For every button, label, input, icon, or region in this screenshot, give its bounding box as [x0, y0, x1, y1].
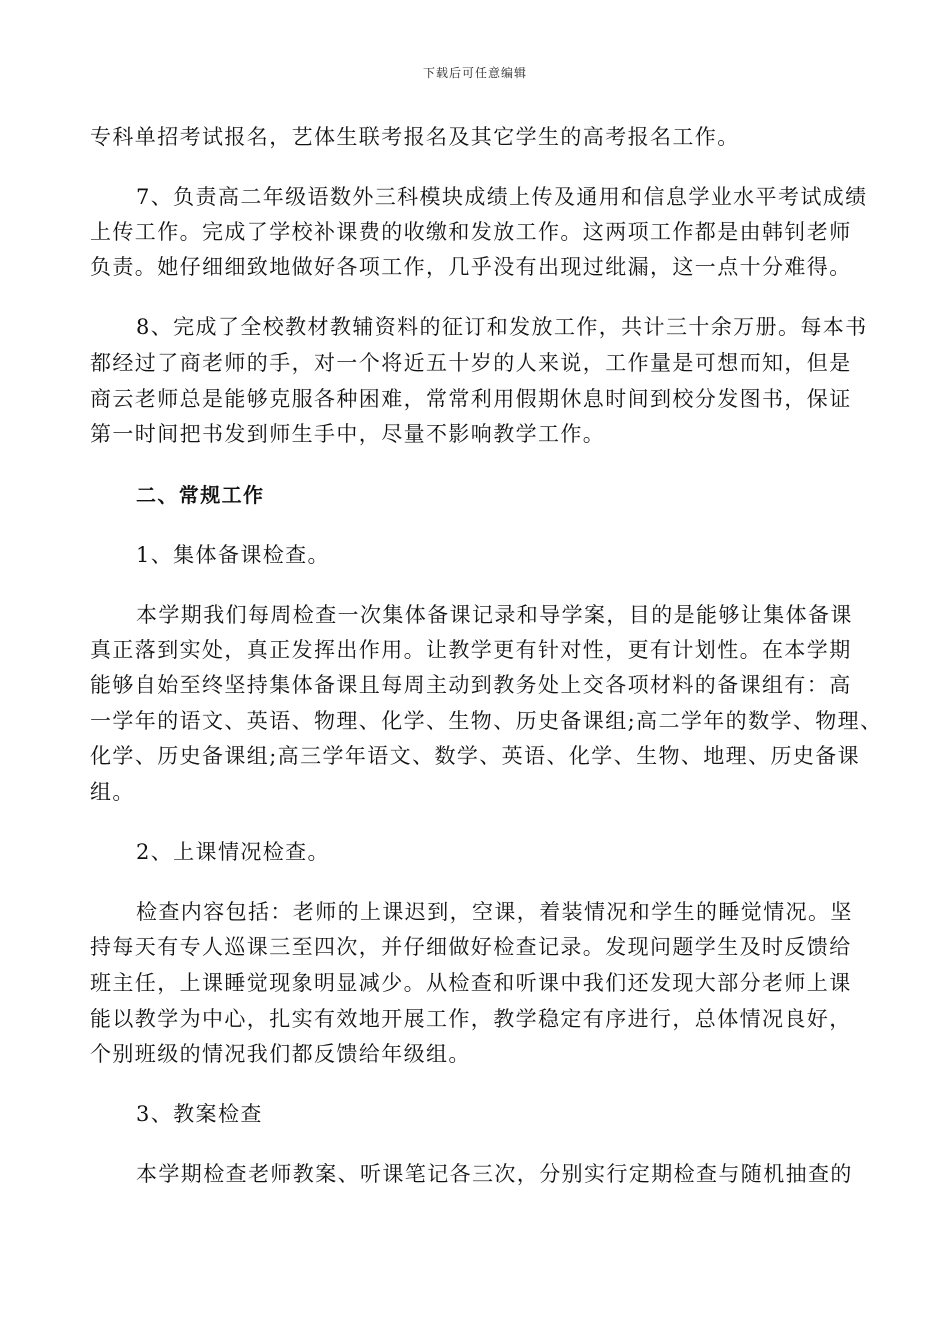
paragraph-line: 商云老师总是能够克服各种困难，常常利用假期休息时间到校分发图书，保证	[90, 387, 852, 411]
paragraph-line: 负责。她仔细细致地做好各项工作，几乎没有出现过纰漏，这一点十分难得。	[90, 255, 852, 279]
paragraph-line: 8、完成了全校教材教辅资料的征订和发放工作，共计三十余万册。每本书	[136, 315, 868, 339]
subsection-heading: 3、教案检查	[136, 1102, 263, 1126]
paragraph-line: 一学年的语文、英语、物理、化学、生物、历史备课组;高二学年的数学、物理、	[90, 709, 883, 733]
paragraph-line: 第一时间把书发到师生手中，尽量不影响教学工作。	[90, 422, 606, 446]
paragraph-line: 专科单招考试报名，艺体生联考报名及其它学生的高考报名工作。	[90, 125, 740, 149]
paragraph-line: 持每天有专人巡课三至四次，并仔细做好检查记录。发现问题学生及时反馈给	[90, 935, 852, 959]
paragraph-line: 都经过了商老师的手，对一个将近五十岁的人来说，工作量是可想而知，但是	[90, 351, 852, 375]
paragraph-line: 能够自始至终坚持集体备课且每周主动到教务处上交各项材料的备课组有：高	[90, 673, 852, 697]
paragraph-line: 本学期我们每周检查一次集体备课记录和导学案，目的是能够让集体备课	[136, 603, 853, 627]
subsection-heading: 2、上课情况检查。	[136, 840, 330, 864]
paragraph-line: 7、负责高二年级语数外三科模块成绩上传及通用和信息学业水平考试成绩	[136, 185, 868, 209]
paragraph-line: 本学期检查老师教案、听课笔记各三次，分别实行定期检查与随机抽查的	[136, 1162, 853, 1186]
paragraph-line: 组。	[90, 780, 135, 804]
page-header: 下载后可任意编辑	[422, 66, 527, 80]
paragraph-line: 能以教学为中心，扎实有效地开展工作，教学稳定有序进行，总体情况良好，	[90, 1007, 852, 1031]
subsection-heading: 1、集体备课检查。	[136, 543, 330, 567]
section-heading: 二、常规工作	[136, 483, 265, 507]
paragraph-line: 检查内容包括：老师的上课迟到，空课，着装情况和学生的睡觉情况。坚	[136, 900, 853, 924]
paragraph-line: 班主任，上课睡觉现象明显减少。从检查和听课中我们还发现大部分老师上课	[90, 971, 852, 995]
paragraph-line: 个别班级的情况我们都反馈给年级组。	[90, 1042, 471, 1066]
paragraph-line: 真正落到实处，真正发挥出作用。让教学更有针对性，更有计划性。在本学期	[90, 638, 852, 662]
paragraph-line: 化学、历史备课组;高三学年语文、数学、英语、化学、生物、地理、历史备课	[90, 744, 861, 768]
paragraph-line: 上传工作。完成了学校补课费的收缴和发放工作。这两项工作都是由韩钊老师	[90, 220, 852, 244]
